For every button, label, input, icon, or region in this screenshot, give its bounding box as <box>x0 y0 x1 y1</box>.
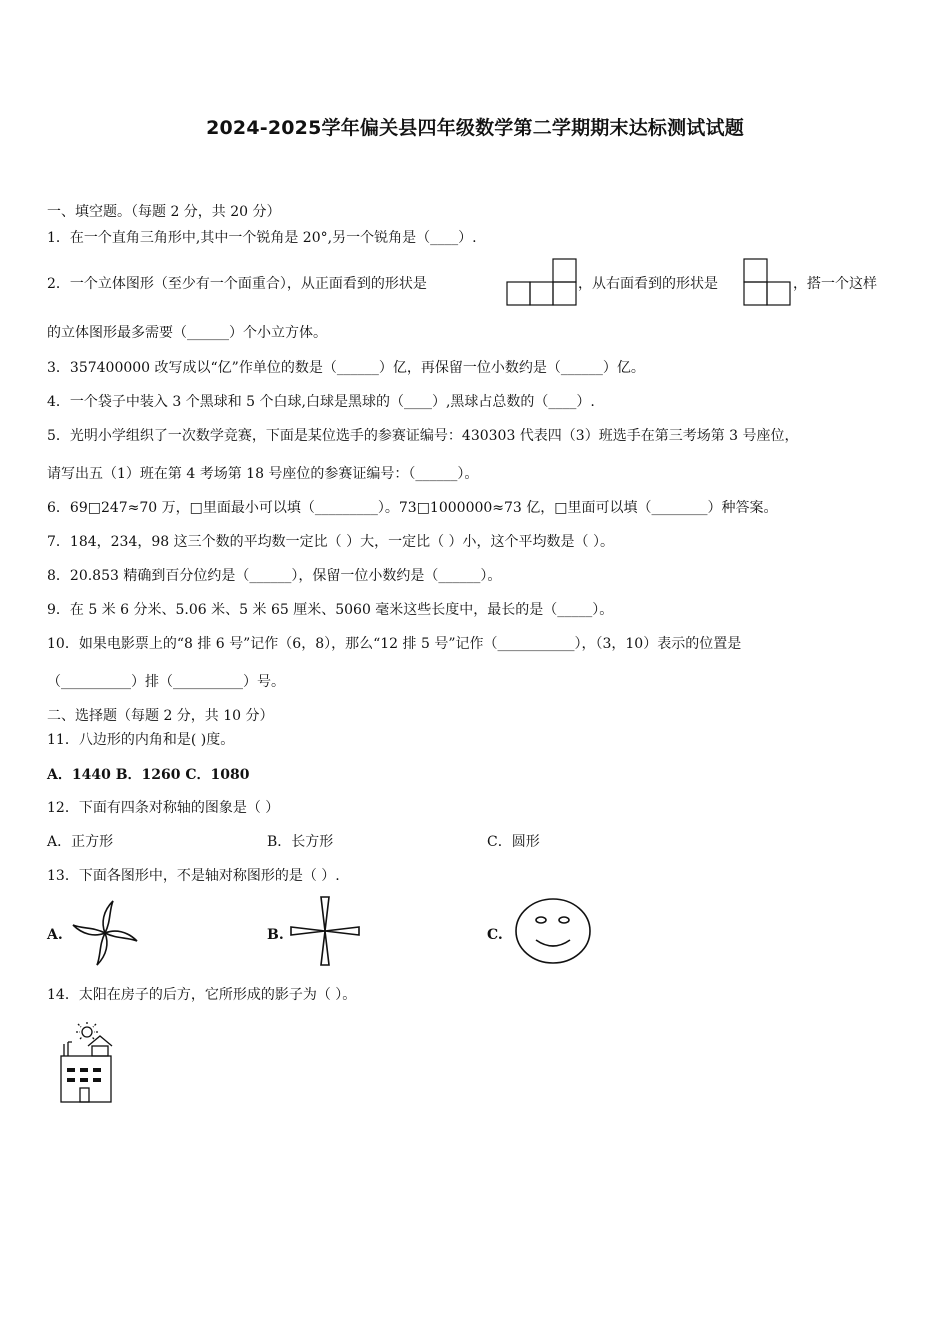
page-title: 2024-2025学年偏关县四年级数学第二学期期末达标测试试题 <box>206 117 744 139</box>
question-9: 9．在 5 米 6 分米、5.06 米、5 米 65 厘米、5060 毫米这些长度中，最长的是（_____）。 <box>47 602 614 618</box>
question-7: 7．184，234，98 这三个数的平均数一定比（ ）大，一定比（ ）小，这个平均数是（ ）。 <box>47 534 614 550</box>
section2-heading: 二、选择题（每题 2 分，共 10 分） <box>47 708 274 724</box>
question-5-part-a: 5．光明小学组织了一次数学竞赛，下面是某位选手的参赛证编号：430303 代表四（3）班选手在第三考场第 3 号座位， <box>47 428 799 444</box>
question-2-part-c: ，搭一个这样 <box>793 276 877 292</box>
question-13: 13．下面各图形中，不是轴对称图形的是（ ）. <box>47 868 340 884</box>
question-3: 3．357400000 改写成以“亿”作单位的数是（______）亿，再保留一位小数约是（______）亿。 <box>47 360 645 376</box>
question-14: 14．太阳在房子的后方，它所形成的影子为（ ）。 <box>47 987 357 1003</box>
question-12-option-b: B．长方形 <box>267 834 334 850</box>
question-2-part-b: ，从右面看到的形状是 <box>578 276 718 292</box>
question-2-part-d: 的立体图形最多需要（______）个小立方体。 <box>47 325 327 341</box>
question-12: 12．下面有四条对称轴的图象是（ ） <box>47 800 280 816</box>
question-2-part-a: 2．一个立体图形（至少有一个面重合），从正面看到的形状是 <box>47 276 427 292</box>
smiley-face-icon <box>514 897 592 965</box>
pinwheel-icon <box>70 898 140 968</box>
question-10-part-b: （__________）排（__________）号。 <box>47 674 285 690</box>
question-12-option-a: A．正方形 <box>47 834 114 850</box>
question-6: 6．69□247≈70 万，□里面最小可以填（_________）。73□1000000≈73 亿，□里面可以填（________）种答案。 <box>47 500 778 516</box>
question-13-option-c: C. <box>487 927 503 943</box>
section1-heading: 一、填空题。（每题 2 分，共 20 分） <box>47 204 281 220</box>
question-13-option-a: A. <box>47 927 63 943</box>
question-11-options: A．1440 B．1260 C．1080 <box>47 767 250 783</box>
question-4: 4．一个袋子中装入 3 个黑球和 5 个白球,白球是黑球的（____）,黑球占总数的（____）. <box>47 394 595 410</box>
question-5-part-b: 请写出五（1）班在第 4 考场第 18 号座位的参赛证编号：（______）。 <box>47 466 479 482</box>
question-1: 1．在一个直角三角形中,其中一个锐角是 20°,另一个锐角是（____）. <box>47 230 477 246</box>
cube-front-view-icon <box>506 258 578 306</box>
cross-star-icon <box>290 896 360 966</box>
question-10-part-a: 10．如果电影票上的“8 排 6 号”记作（6，8），那么“12 排 5 号”记作（___________），（3，10）表示的位置是 <box>47 636 742 652</box>
question-12-option-c: C．圆形 <box>487 834 540 850</box>
question-11: 11．八边形的内角和是( )度。 <box>47 732 235 748</box>
house-sun-icon <box>56 1020 118 1106</box>
question-13-option-b: B. <box>267 927 284 943</box>
question-8: 8．20.853 精确到百分位约是（______），保留一位小数约是（______）。 <box>47 568 502 584</box>
cube-right-view-icon <box>743 258 793 306</box>
